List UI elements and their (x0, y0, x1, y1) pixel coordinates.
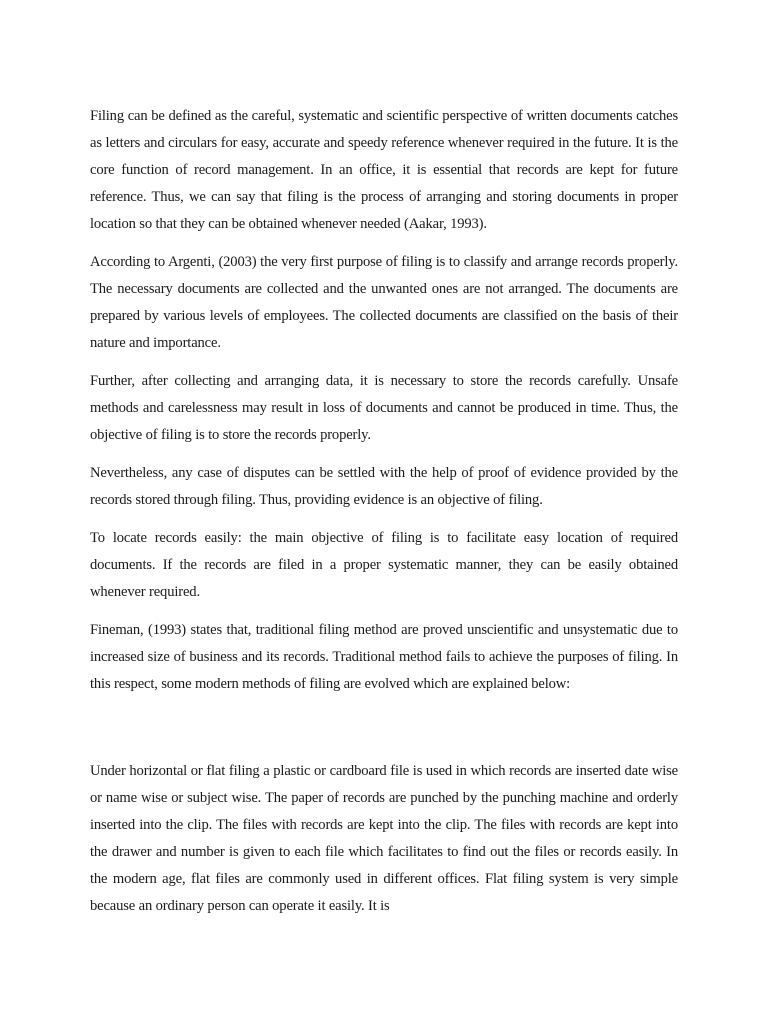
paragraph-filing-definition: Filing can be defined as the careful, systematic and scientific perspective of written documents catches as letters and circulars for easy, accurate and speedy reference whenever required in the future. It is the core function of record management. In an office, it is essential that records are kept for future reference. Thus, we can say that filing is the process of arranging and storing documents in proper location so that they can be obtained whenever needed (Aakar, 1993). (90, 108, 678, 232)
paragraph-store-records: Further, after collecting and arranging data, it is necessary to store the records carefully. Unsafe methods and carelessness may result in loss of documents and cannot be produced in time. Thus, the objective of filing is to store the records properly. (90, 373, 678, 443)
paragraph-fineman-methods: Fineman, (1993) states that, traditional filing method are proved unscientific and unsystematic due to increased size of business and its records. Traditional method fails to achieve the purposes of filing. In this respect, some modern methods of filing are evolved which are explained below: (90, 622, 678, 692)
paragraph-locate-records: To locate records easily: the main objective of filing is to facilitate easy location of required documents. If the records are filed in a proper systematic manner, they can be easily obtained whenever required. (90, 530, 678, 600)
paragraph-argenti-purpose: According to Argenti, (2003) the very first purpose of filing is to classify and arrange records properly. The necessary documents are collected and the unwanted ones are not arranged. The documents are prepared by various levels of employees. The collected documents are classified on the basis of their nature and importance. (90, 254, 678, 351)
paragraph-flat-filing: Under horizontal or flat filing a plastic or cardboard file is used in which records are inserted date wise or name wise or subject wise. The paper of records are punched by the punching machine and orderly inserted into the clip. The files with records are kept into the clip. The files with records are kept into the drawer and number is given to each file which facilitates to find out the files or records easily. In the modern age, flat files are commonly used in different offices. Flat filing system is very simple because an ordinary person can operate it easily. It is (90, 763, 678, 914)
document-page (90, 103, 678, 931)
paragraph-evidence: Nevertheless, any case of disputes can be settled with the help of proof of evidence provided by the records stored through filing. Thus, providing evidence is an objective of filing. (90, 465, 678, 508)
